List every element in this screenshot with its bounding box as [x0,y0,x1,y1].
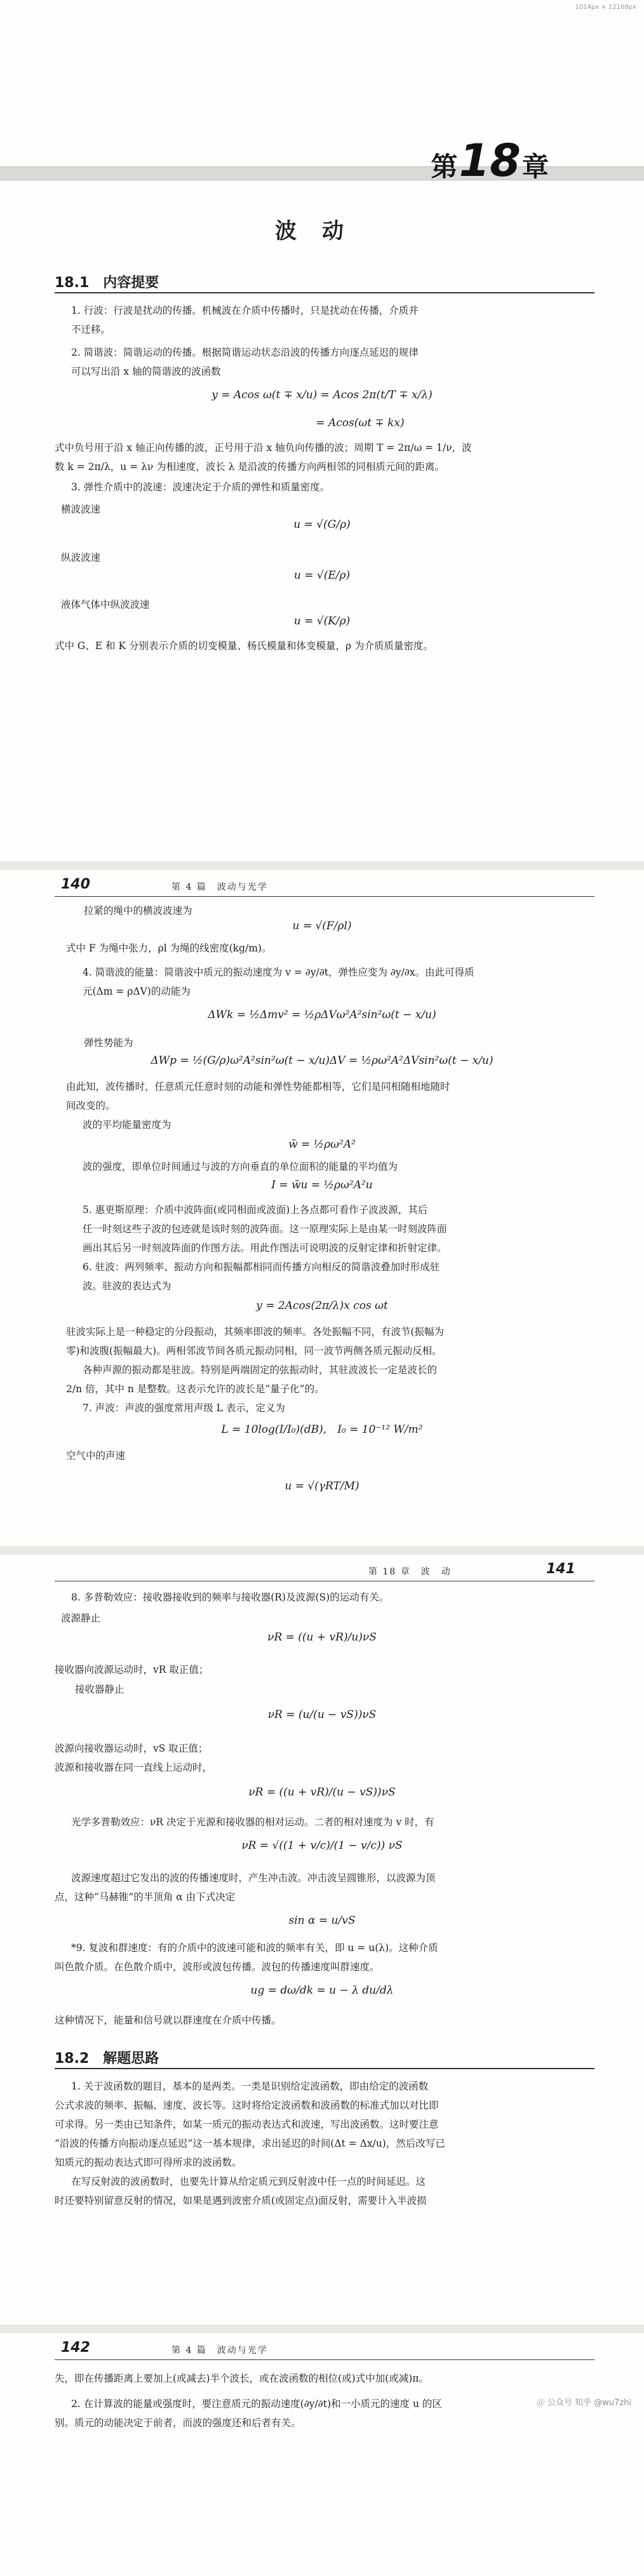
line: 这种情况下，能量和信号就以群速度在介质中传播。 [55,2015,281,2026]
line: 波源向接收器运动时，vS 取正值； [55,1743,208,1754]
section-heading-18-1: 18.1 内容提要 [55,275,159,291]
para-harmonic-notes [55,438,601,476]
line: 7. 声波：声波的强度常用声级 L 表示，定义为 [83,1402,285,1414]
line: 可求得。另一类由已知条件，如某一质元的振动表达式和波速，写出波函数。这时要注意 [55,2119,439,2130]
formula-standing-wave: y = 2Acos(2π/λ)x cos ωt [256,1299,388,1312]
line: 叫色散介质。在色散介质中，波形或波包传播。波包的传播速度叫群速度。 [55,1961,380,1973]
page-number: 140 [61,876,90,892]
formula-long-speed: u = √(E/ρ) [293,569,351,582]
label-potential-energy: 弹性势能为 [84,1037,133,1049]
line: 别。质元的动能决定于前者，而波的强度还和后者有关。 [55,2417,301,2429]
formula-string-speed: u = √(F/ρl) [292,920,352,932]
line: 3. 弹性介质中的波速：波速决定于介质的弹性和质量密度。 [71,481,330,493]
line: 驻波实际上是一种稳定的分段振动，其频率即波的频率。各处振幅不同，有波节(振幅为 [66,1326,445,1338]
line: 4. 简谐波的能量：简谐波中质元的振动速度为 v = ∂y/∂t，弹性应变为 ∂y/∂x。由此可得质 [83,967,474,978]
running-title: 第 4 篇 波动与光学 [171,2345,268,2356]
line: 波源速度超过它发出的波的传播速度时，产生冲击波。冲击波呈圆锥形，以波源为顶 [71,1872,436,1884]
running-title: 第 18 章 波 动 [368,1567,452,1577]
page-separator [0,861,644,870]
header-rule [55,2359,594,2360]
para-solving-2 [55,2394,601,2432]
line: 由此知，波传播时，任意质元任意时刻的动能和弹性势能都相等，它们是同相随相地随时 [66,1081,450,1092]
para-doppler [55,1588,601,1607]
formula-doppler-both: νR = ((u + vR)/(u − vS))νS [248,1786,396,1799]
line: 在写反射波的波函数时，也要先计算从给定质元到反射波中任一点的时间延迟。这 [71,2176,426,2187]
viewer-top-bar [0,0,644,17]
para-string-notes [66,939,612,958]
para-huygens [66,1200,612,1258]
line: 1. 行波：行波是扰动的传播。机械波在介质中传播时，只是扰动在传播，介质并 [71,305,419,316]
image-resolution-label: 1014px × 12168px [575,4,636,11]
para-shock-wave [55,1868,601,1907]
watermark [537,2396,631,2408]
line: 2/n 倍，其中 n 是整数。这表示允许的波长是“量子化”的。 [66,1383,325,1395]
page-number: 142 [61,2340,90,2356]
formula-optical-doppler: νR = √((1 + v/c)/(1 − v/c)) νS [241,1839,403,1852]
para-standing-wave [66,1258,612,1296]
label-long-speed: 纵波波速 [61,552,101,563]
formula-doppler-receiver: νR = ((u + vR)/u)νS [267,1631,377,1644]
line: 任一时刻这些子波的包迹就是该时刻的波阵面。这一原理实际上是由某一时刻波阵面 [83,1223,447,1235]
line: 零)和波腹(振幅最大)。两相邻波节间各质元振动同相，同一波节两侧各质元振动反相。 [66,1345,442,1357]
header-rule [55,896,594,897]
formula-wave-function: y = Acos ω(t ∓ x/u) = Acos 2π(t/T ∓ x/λ) [211,389,433,401]
line: 知质元的振动表达式即可得所求的波函数。 [55,2157,242,2168]
line: 点，这种“马赫锥”的半顶角 α 由下式决定 [55,1891,236,1903]
section-rule [55,2068,594,2069]
chapter-title: 波动 [275,218,369,244]
para-receiver-sign [55,1660,601,1679]
para-intensity [66,1157,612,1176]
line: 时还要特别留意反射的情况，如果是遇到波密介质(或固定点)面反射，需要计入半波损 [55,2195,427,2206]
page-separator [0,2324,644,2333]
formula-intensity: I = w̄u = ½ρω²A²u [271,1179,373,1191]
para-source-sign [55,1739,601,1777]
label-shear-speed: 横波波速 [61,504,101,515]
line: 2. 简谐波：简谐运动的传播。根据简谐运动状态沿波的传播方向逐点延迟的规律 [71,347,419,358]
para-group-velocity [55,1938,601,1976]
line: 波的平均能量密度为 [83,1119,171,1130]
section-rule [55,292,594,293]
watermark-account: ＠ 公众号 [536,2398,572,2408]
section-heading-18-2: 18.2 解题思路 [55,2051,159,2067]
line: 8. 多普勒效应：接收器接收到的频率与接收器(R)及波源(S)的运动有关。 [71,1592,389,1603]
line: 式中 F 为绳中张力，ρl 为绳的线密度(kg/m)。 [66,943,272,954]
formula-wave-function-alt: = Acos(ωt ∓ kx) [316,417,405,429]
line: 接收器向波源运动时，vR 取正值； [55,1664,209,1675]
line: “沿波的传播方向振动逐点延迟”这一基本规律，求出延迟的时间(Δt = Δx/u)，然后改写已 [55,2138,445,2149]
formula-sound-level: L = 10log(I/I₀)(dB), I₀ = 10⁻¹² W/m² [221,1423,423,1436]
chapter-number: 18 [459,135,521,187]
watermark-text: 知乎 @wu7zhi [575,2398,631,2408]
chapter-zhang: 章 [521,151,549,182]
line: 式中 G、E 和 K 分别表示介质的切变模量、杨氏模量和体变模量，ρ 为介质质量密度。 [55,640,434,652]
label-air-speed: 空气中的声速 [66,1450,126,1461]
para-standing-notes [66,1322,612,1418]
formula-mach-cone: sin α = u/vS [288,1914,356,1927]
line: *9. 复波和群速度：有的介质中的波速可能和波的频率有关，即 u = u(λ)。这种介质 [71,1942,438,1954]
line: 可以写出沿 x 轴的简谐波的波函数 [71,366,221,377]
line: 数 k = 2π/λ，u = λν 为相速度，波长 λ 是沿波的传播方向两相邻的同相质元间的距离。 [55,461,445,473]
line: 光学多普勒效应：νR 决定于光源和接收器的相对运动。二者的相对速度为 v 时，有 [71,1816,434,1828]
line: 波。驻波的表达式为 [83,1280,171,1292]
line: 式中负号用于沿 x 轴正向传播的波，正号用于沿 x 轴负向传播的波；周期 T = 2π/ω = 1/ν，波 [55,442,472,453]
formula-fluid-speed: u = √(K/ρ) [293,615,351,627]
para-solving-1 [55,2077,601,2210]
running-header-142 [0,2338,644,2360]
label-receiver-still: 接收器静止 [75,1684,124,1695]
line: 1. 关于波函数的题目，基本的是两类。一类是识别给定波函数，即由给定的波函数 [71,2081,429,2092]
para-optical-doppler [55,1813,601,1832]
para-energy [66,963,612,1001]
running-header-140 [0,875,644,897]
chapter-di: 第 [431,151,458,182]
formula-group-velocity: ug = dω/dk = u − λ du/dλ [250,1984,394,1997]
running-title: 第 4 篇 波动与光学 [171,882,268,892]
line: 6. 驻波：两列频率、振动方向和振幅都相同而传播方向相反的简谐波叠加时形成驻 [83,1261,440,1273]
line: 波源和接收器在同一直线上运动时， [55,1762,213,1773]
line: 2. 在计算波的能量或强度时，要注意质元的振动速度(∂y/∂t)和一小质元的速度 u 的区 [71,2398,442,2410]
formula-energy-density: w̄ = ½ρω²A² [288,1138,356,1151]
para-moduli [55,636,601,655]
line: 5. 惠更斯原理：介质中波阵面(或同相面或波面)上各点都可看作子波波源，其后 [83,1204,428,1216]
label-fluid-speed: 液体气体中纵波波速 [61,599,150,610]
para-energy-phase [66,1077,612,1134]
line: 失，即在传播距离上要加上(或减去)半个波长，或在波函数的相位(或)式中加(或减)π。 [55,2373,429,2384]
line: 公式求波的频率、振幅、速度、波长等。这时将给定波函数和波函数的标准式加以对比即 [55,2100,439,2111]
line: 不迁移。 [71,324,111,335]
label-string-speed: 拉紧的绳中的横波波速为 [84,905,192,916]
line: 间改变的。 [66,1100,116,1111]
formula-potential-energy: ΔWp = ½(G/ρ)ω²A²sin²ω(t − x/u)ΔV = ½ρω²A²ΔVsin²ω(t − x/u) [151,1054,493,1067]
formula-doppler-source: νR = (u/(u − vS))νS [267,1708,377,1721]
label-source-still: 波源静止 [61,1613,101,1624]
para-group-notes [55,2011,601,2030]
running-header-141 [0,1560,644,1581]
line: 元(Δm = ρΔV)的动能为 [83,986,191,997]
line: 画出其后另一时刻波阵面的作图方法。用此作图法可说明波的反射定律和折射定律。 [83,1242,447,1254]
line: 波的强度，即单位时间通过与波的方向垂直的单位面积的能量的平均值为 [83,1161,398,1172]
formula-air-speed: u = √(γRT/M) [285,1480,359,1493]
page-separator [0,1546,644,1555]
para-harmonic-wave [55,343,601,381]
line: 各种声源的振动都是驻波。特别是两端固定的弦振动时，其驻波波长一定是波长的 [83,1364,438,1376]
formula-shear-speed: u = √(G/ρ) [293,518,351,531]
para-elastic-speed [55,478,601,497]
page-number: 141 [546,1561,575,1577]
chapter-number-badge [431,135,549,187]
para-traveling-wave [55,301,601,339]
formula-kinetic-energy: ΔWk = ½Δmv² = ½ρΔVω²A²sin²ω(t − x/u) [208,1009,436,1021]
para-solving-1-cont [55,2369,601,2388]
